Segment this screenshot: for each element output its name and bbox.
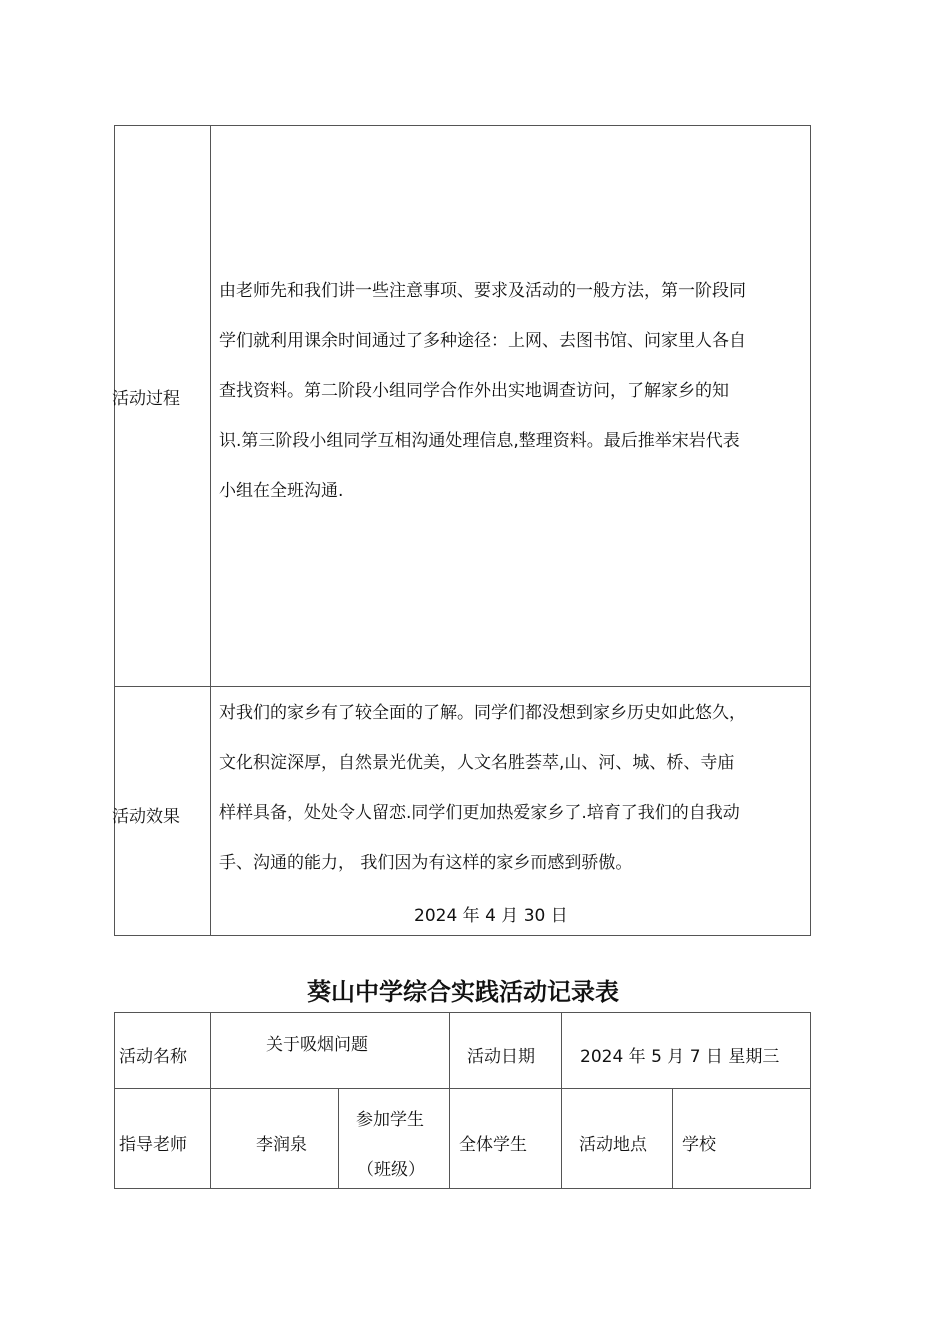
students-value: 全体学生: [459, 1135, 527, 1155]
table2-border-right: [810, 1012, 811, 1189]
teacher-label: 指导老师: [119, 1135, 187, 1155]
effect-line: 对我们的家乡有了较全面的了解。同学们都没想到家乡历史如此悠久，: [219, 703, 746, 723]
table-border-right: [810, 125, 811, 936]
process-line: 识.第三阶段小组同学互相沟通处理信息,整理资料。最后推举宋岩代表: [219, 431, 740, 451]
record-date: 2024 年 4 月 30 日: [414, 906, 568, 926]
table2-border-col4: [561, 1012, 562, 1189]
activity-name-label: 活动名称: [119, 1047, 187, 1067]
location-value: 学校: [682, 1135, 716, 1155]
table2-border-top: [114, 1012, 811, 1013]
process-label: 活动过程: [112, 389, 180, 409]
page-title: 葵山中学综合实践活动记录表: [307, 978, 619, 1006]
table-border-top: [114, 125, 811, 126]
table2-border-left: [114, 1012, 115, 1189]
process-content: [219, 266, 746, 516]
process-line: 学们就利用课余时间通过了多种途径：上网、去图书馆、问家里人各自: [219, 331, 746, 351]
students-class-label: （班级）: [357, 1160, 425, 1180]
table2-border-col1: [210, 1012, 211, 1189]
table2-border-col5: [672, 1088, 673, 1189]
effect-line: 样样具备，处处令人留恋.同学们更加热爱家乡了.培育了我们的自我动: [219, 803, 740, 823]
activity-date-value: 2024 年 5 月 7 日 星期三: [580, 1047, 780, 1067]
activity-date-label: 活动日期: [467, 1047, 535, 1067]
activity-name-value: 关于吸烟问题: [266, 1035, 368, 1055]
effect-line: 手、沟通的能力， 我们因为有这样的家乡而感到骄傲。: [219, 853, 633, 873]
table-border-bottom: [114, 935, 811, 936]
process-line: 查找资料。第二阶段小组同学合作外出实地调查访问，了解家乡的知: [219, 381, 729, 401]
table2-border-bottom: [114, 1188, 811, 1189]
location-label: 活动地点: [579, 1135, 647, 1155]
table2-border-col3: [449, 1012, 450, 1189]
effect-line: 文化积淀深厚，自然景光优美，人文名胜荟萃,山、河、城、桥、寺庙: [219, 753, 735, 773]
effect-content: [219, 688, 746, 888]
students-label: 参加学生: [356, 1110, 424, 1130]
table-border-middle: [114, 686, 811, 687]
process-line: 由老师先和我们讲一些注意事项、要求及活动的一般方法，第一阶段同: [219, 281, 746, 301]
teacher-value: 李润泉: [256, 1135, 307, 1155]
table-border-divider: [210, 125, 211, 936]
table2-border-col2: [338, 1088, 339, 1189]
table2-border-middle: [114, 1088, 811, 1089]
process-line: 小组在全班沟通.: [219, 481, 344, 501]
effect-label: 活动效果: [112, 807, 180, 827]
